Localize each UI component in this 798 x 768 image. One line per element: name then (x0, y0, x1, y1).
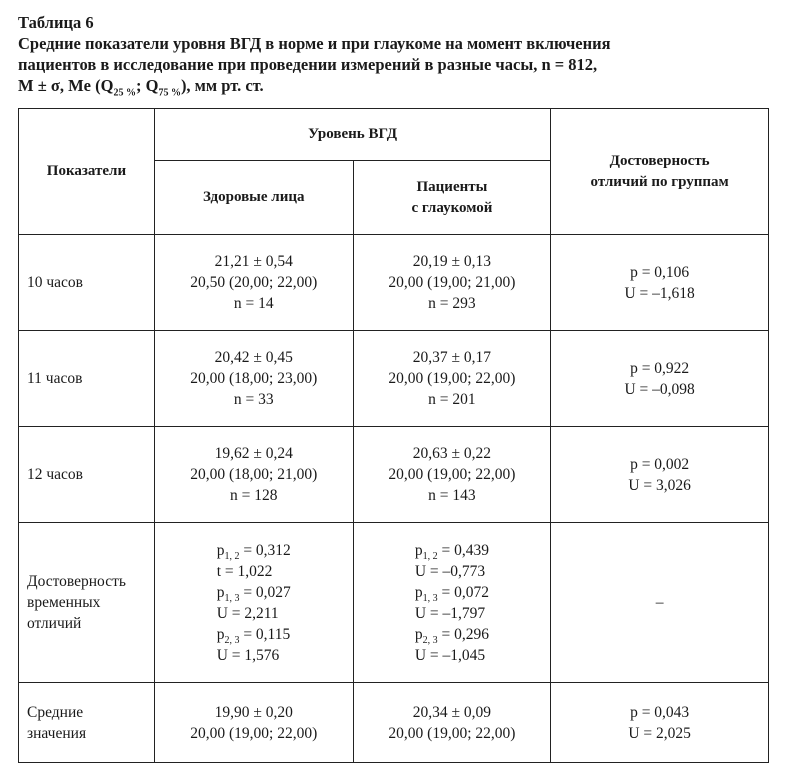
healthy-cell: 21,21 ± 0,54 20,50 (20,00; 22,00) n = 14 (154, 235, 353, 331)
table-number: Таблица 6 (18, 13, 94, 32)
significance-cell: p = 0,043 U = 2,025 (551, 683, 769, 763)
significance-cell: – (551, 523, 769, 683)
patients-cell: 20,34 ± 0,09 20,00 (19,00; 22,00) (353, 683, 551, 763)
table-row (19, 235, 769, 331)
patients-cell: 20,19 ± 0,13 20,00 (19,00; 21,00) n = 293 (353, 235, 551, 331)
row-label: 11 часов (19, 331, 155, 427)
row-label: 10 часов (19, 235, 155, 331)
table-title-line-2: пациентов в исследование при проведении измерений в разные часы, n = 812, (18, 55, 598, 74)
table-row (19, 427, 769, 523)
table-title-line-3: M ± σ, Me ($Q_{25 \%}$; $Q_{75 \%}$), мм рт. ст. (18, 76, 264, 99)
means-row (19, 683, 769, 763)
table-caption (18, 12, 788, 99)
significance-cell: p = 0,106 U = –1,618 (551, 235, 769, 331)
healthy-cell: $p_{1, 2} = 0,312$ t = 1,022 $p_{1, 3} = 0,027$ U = 2,211 $p_{2, 3} = 0,115$ U = 1,576 (154, 523, 353, 683)
table-title-line-1: Средние показатели уровня ВГД в норме и при глаукоме на момент включения (18, 34, 611, 53)
row-label: Достоверность временных отличий (19, 523, 155, 683)
patients-cell: 20,37 ± 0,17 20,00 (19,00; 22,00) n = 201 (353, 331, 551, 427)
patients-cell: $p_{1, 2} = 0,439$ U = –0,773 $p_{1, 3} = 0,072$ U = –1,797 $p_{2, 3} = 0,296$ U = –1,045 (353, 523, 551, 683)
healthy-cell: 19,90 ± 0,20 20,00 (19,00; 22,00) (154, 683, 353, 763)
header-significance: Достоверность отличий по группам (551, 109, 769, 235)
row-label: 12 часов (19, 427, 155, 523)
header-healthy: Здоровые лица (154, 161, 353, 235)
header-patients: Пациенты с глаукомой (353, 161, 551, 235)
significance-cell: p = 0,002 U = 3,026 (551, 427, 769, 523)
patients-cell: 20,63 ± 0,22 20,00 (19,00; 22,00) n = 143 (353, 427, 551, 523)
table-row (19, 331, 769, 427)
row-label: Средние значения (19, 683, 155, 763)
temporal-significance-row (19, 523, 769, 683)
header-indicators: Показатели (19, 109, 155, 235)
iop-table (18, 108, 769, 763)
healthy-cell: 20,42 ± 0,45 20,00 (18,00; 23,00) n = 33 (154, 331, 353, 427)
header-row-1 (19, 109, 769, 161)
healthy-cell: 19,62 ± 0,24 20,00 (18,00; 21,00) n = 128 (154, 427, 353, 523)
header-iop-level: Уровень ВГД (154, 109, 550, 161)
significance-cell: p = 0,922 U = –0,098 (551, 331, 769, 427)
